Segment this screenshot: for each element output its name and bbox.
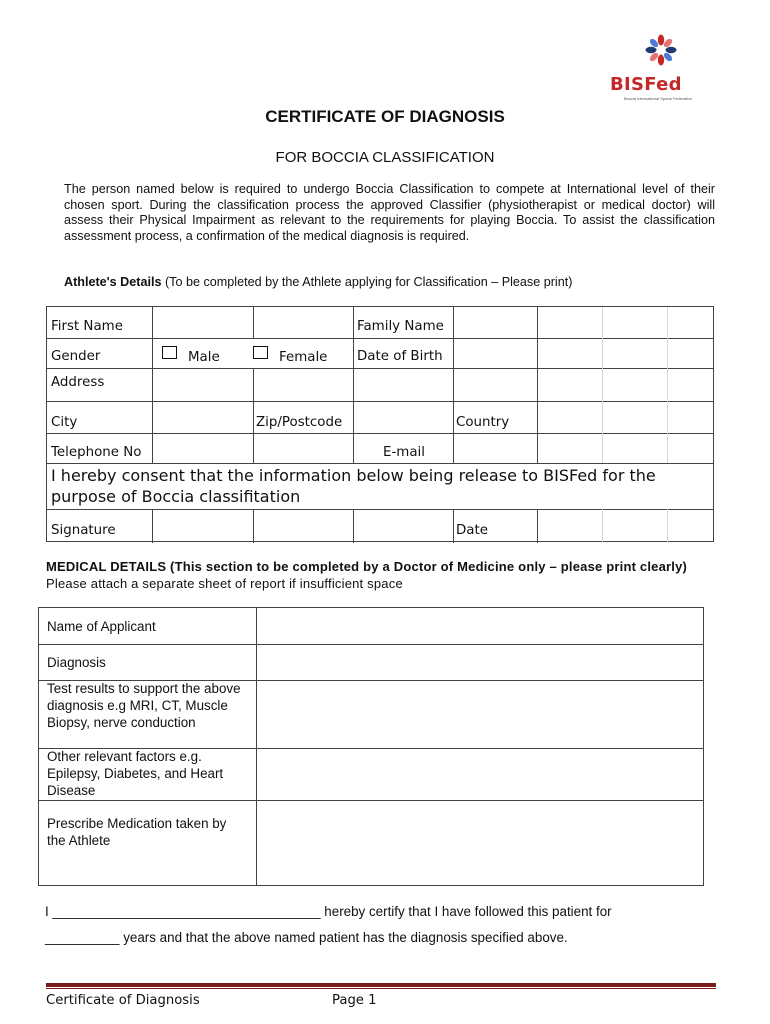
city-label: City <box>51 415 78 430</box>
diagnosis-field[interactable] <box>258 645 702 679</box>
years-blank[interactable]: __________ <box>45 930 120 945</box>
page-subtitle: FOR BOCCIA CLASSIFICATION <box>275 149 495 166</box>
medical-heading-bold: MEDICAL DETAILS (This section to be completed by a Doctor of Medicine only – please print clearly) <box>46 559 688 574</box>
date-of-birth-label: Date of Birth <box>357 349 443 364</box>
page-title: CERTIFICATE OF DIAGNOSIS <box>265 107 505 126</box>
name-of-applicant-label: Name of Applicant <box>47 619 156 634</box>
date-field[interactable] <box>538 510 712 542</box>
logo-tagline: Boccia International Sports Federation <box>623 96 693 101</box>
certify-suffix: hereby certify that I have followed this patient for <box>320 904 612 919</box>
country-field[interactable] <box>538 402 712 432</box>
medical-details-table <box>38 607 704 886</box>
logo-wordmark: BISFed <box>610 74 682 95</box>
test-results-field[interactable] <box>258 681 702 747</box>
first-name-field[interactable] <box>153 309 252 337</box>
male-checkbox[interactable] <box>162 346 177 359</box>
signature-label: Signature <box>51 523 116 538</box>
athlete-details-form <box>46 306 714 542</box>
male-label: Male <box>188 350 220 365</box>
doctor-name-blank[interactable]: ____________________________________ <box>52 904 321 919</box>
intro-paragraph: The person named below is required to undergo Boccia Classification to compete at International level of their chosen sport. During the classification process the approved Classifier (physiotherapist or medical doctor) will assess their Physical Impairment as relevant to the requirements for playing Boccia. To assist the classification assessment process, a confirmation of the medical diagnosis is required. <box>64 182 715 244</box>
footer-page-number: Page 1 <box>332 993 377 1008</box>
city-field[interactable] <box>153 402 252 432</box>
diagnosis-label: Diagnosis <box>47 655 106 670</box>
medication-field[interactable] <box>258 801 702 884</box>
female-checkbox[interactable] <box>253 346 268 359</box>
female-label: Female <box>279 350 328 365</box>
first-name-label: First Name <box>51 319 123 334</box>
name-of-applicant-field[interactable] <box>258 609 702 643</box>
footer-document-title: Certificate of Diagnosis <box>46 993 200 1008</box>
address-field[interactable] <box>153 369 712 400</box>
other-factors-field[interactable] <box>258 749 702 799</box>
telephone-field[interactable] <box>153 434 352 462</box>
medical-heading-note: Please attach a separate sheet of report if insufficient space <box>46 576 403 591</box>
medication-label: Prescribe Medication taken by the Athlete <box>47 816 227 848</box>
family-name-label: Family Name <box>357 319 444 334</box>
test-results-label: Test results to support the above diagnosis e.g MRI, CT, Muscle Biopsy, nerve conduction <box>47 681 241 730</box>
other-factors-label: Other relevant factors e.g. Epilepsy, Diabetes, and Heart Disease <box>47 749 224 798</box>
country-label: Country <box>456 415 510 430</box>
gender-label: Gender <box>51 349 101 364</box>
footer-rule-thin <box>46 988 716 989</box>
certify-line-2-text: years and that the above named patient has the diagnosis specified above. <box>119 930 568 945</box>
athlete-heading-note: (To be completed by the Athlete applying for Classification – Please print) <box>161 275 573 289</box>
family-name-field[interactable] <box>454 309 712 337</box>
zip-postcode-label: Zip/Postcode <box>256 415 343 430</box>
signature-field[interactable] <box>153 510 452 542</box>
certify-line-1 <box>45 904 612 919</box>
consent-statement: I hereby consent that the information below being release to BISFed for the purpose of Boccia classifitation <box>51 466 656 506</box>
email-label: E-mail <box>383 445 425 460</box>
athlete-details-heading <box>64 275 572 289</box>
zip-postcode-field[interactable] <box>354 402 452 432</box>
date-of-birth-field[interactable] <box>454 339 712 367</box>
email-field[interactable] <box>454 434 712 462</box>
certify-prefix: I <box>45 904 49 919</box>
telephone-label: Telephone No <box>51 445 142 460</box>
medical-details-heading <box>46 558 716 592</box>
athlete-heading-bold: Athlete's Details <box>64 275 162 289</box>
date-label: Date <box>456 523 489 538</box>
certify-line-2 <box>45 930 568 945</box>
footer-rule-thick <box>46 983 716 987</box>
address-label: Address <box>51 375 105 390</box>
